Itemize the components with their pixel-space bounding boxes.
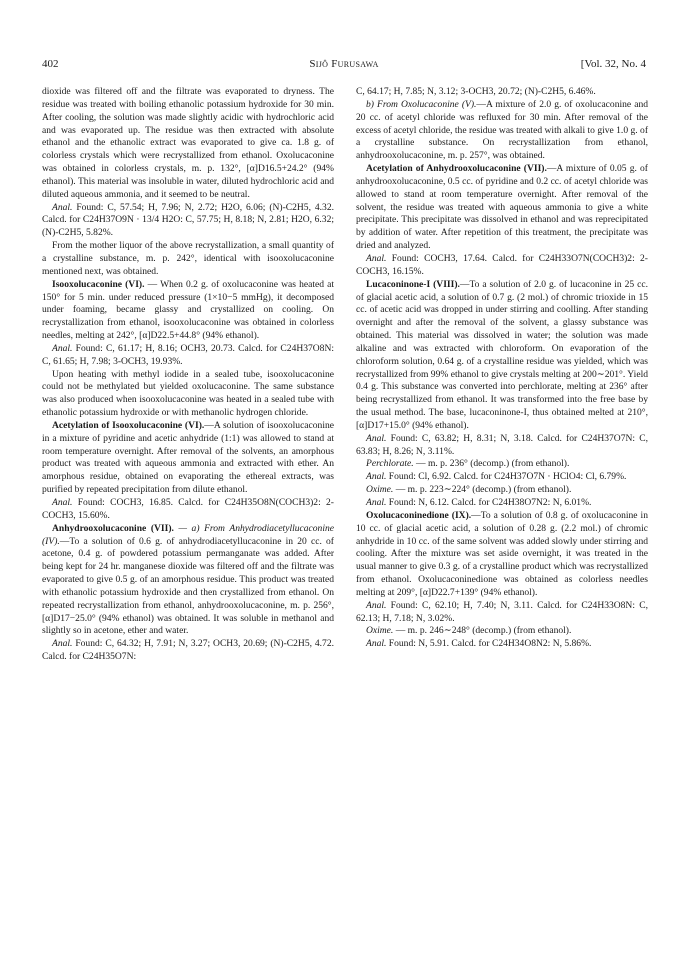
analysis-text: Found: C, 63.82; H, 8.31; N, 3.18. Calcd. for C24H37O7N: C, 63.83; H, 8.26; N, 3.11%.	[356, 432, 648, 457]
paragraph: C, 64.17; H, 7.85; N, 3.12; 3-OCH3, 20.72; (N)-C2H5, 6.46%.	[356, 86, 596, 97]
derivative-label: Perchlorate.	[366, 458, 414, 470]
left-column	[42, 86, 334, 664]
subsection-heading: b) From Oxolucaconine (V).	[366, 98, 477, 110]
derivative-paragraph	[356, 458, 648, 471]
anal-label: Anal.	[366, 252, 387, 264]
analysis-paragraph	[356, 471, 648, 484]
paragraph: dioxide was filtered off and the filtrate was evaporated to dryness. The residue was treated with boiling ethanolic potassium hydroxide for 30 min. After cooling, the solution was made slightly acidic with hydrochloric acid and was evaporated up. The residue was then extracted with absolute ethanol and the ethanolic extract was evaporated to give ca. 1.8 g. of colorless crystals which were recrystallized from ethanol. Oxolucaconine was obtained in colorless crystals, m. p. 132°, [α]D16.5+24.2° (94% ethanol). This material was insoluble in water, diluted hydrochloric acid and diluted aqueous ammonia, and it seemed to be neutral.	[42, 86, 334, 200]
section-text: —A mixture of 0.05 g. of anhydrooxolucaconine, 0.5 cc. of pyridine and 0.2 cc. of acetyl chloride was allowed to stand at room temperature overnight. After removal of the solvent, the residue was treated with aqueous ammonia to give a white precipitate. This precipitate was dissolved in ethanol and was reprecipitated by addition of water. After repetition of this treatment, the precipitate was dried and analyzed.	[356, 163, 648, 252]
anal-label: Anal.	[52, 497, 73, 508]
volume-info: [Vol. 32, No. 4	[580, 58, 646, 70]
analysis-paragraph	[42, 202, 334, 241]
anal-label: Anal.	[366, 432, 387, 444]
running-author: Sijô Furusawa	[309, 58, 379, 70]
page-number: 402	[42, 58, 59, 70]
analysis-paragraph	[42, 343, 334, 369]
derivative-text: — m. p. 246∼248° (decomp.) (from ethanol).	[393, 625, 572, 637]
analysis-paragraph	[356, 253, 648, 279]
section-paragraph	[356, 99, 648, 163]
analysis-text: Found: Cl, 6.92. Calcd. for C24H37O7N · HClO4: Cl, 6.79%.	[386, 471, 627, 483]
derivative-label: Oxime.	[366, 484, 394, 496]
section-text: —A solution of isooxolucaconine in a mixture of pyridine and acetic anhydride (1:1) was allowed to stand at room temperature overnight. After removal of the solvents, an amorphous product was treated with aqueous ammonia and extracted with ether. An amorphous residue, obtained on evaporating the ethereal extracts, was purified by repeated precipitation from dilute ethanol.	[42, 419, 334, 496]
anal-label: Anal.	[52, 201, 73, 213]
section-text: —A mixture of 2.0 g. of oxolucaconine and 20 cc. of acetyl chloride was refluxed for 30 min. After removal of the excess of acetyl chloride, the residue was treated with alkali to give 1.0 g. of a crystalline substance. On recrystallization from ethanol, anhydrooxolucaconine, m. p. 257°, was obtained.	[356, 98, 648, 162]
analysis-text: Found: COCH3, 17.64. Calcd. for C24H33O7N(COCH3)2: 2-COCH3, 16.15%.	[356, 252, 648, 277]
anal-label: Anal.	[366, 599, 387, 611]
section-heading: Acetylation of Anhydrooxolucaconine (VII).	[366, 163, 547, 175]
section-text: —To a solution of 2.0 g. of lucaconine in 25 cc. of glacial acetic acid, a solution of 0.7 g. (2 mol.) of chromic trioxide in 15 cc. of acetic acid was dropped in under stirring and coolling. After standing overnight and after the removal of the solvent, a glassy substance was obtained. This material was dissolved in water; the solution was made alkaline and was extracted with chloroform. On evaporation of the chloroform solution, 0.64 g. of a crystalline residue was yielded, which was recrystallized from 99% ethanol to give crystals melting at 200∼201°. Yield 0.4 g. This substance was converted into perchlorate, melting at 236° after being recrystallized from ethanol. It was transformed into the free base by the usual method. The base, lucaconinone-I, thus obtained melted at 210°, [α]D17+15.0° (94% ethanol).	[356, 278, 648, 431]
section-heading: Anhydrooxolucaconine (VII).	[52, 522, 174, 534]
analysis-text: Found: C, 57.54; H, 7.96; N, 2.72; H2O, 6.06; (N)-C2H5, 4.32. Calcd. for C24H37O9N · 13/4 H2O: C, 57.75; H, 8.18; N, 2.81; H2O, 6.32; (N)-C2H5, 5.82%.	[42, 201, 334, 239]
section-paragraph	[356, 279, 648, 433]
analysis-text: Found: C, 62.10; H, 7.40; N, 3.11. Calcd. for C24H33O8N: C, 62.13; H, 7.18; N, 3.02%.	[356, 599, 648, 624]
analysis-text: Found: N, 6.12. Calcd. for C24H38O7N2: N, 6.01%.	[386, 497, 592, 508]
analysis-paragraph	[356, 497, 648, 510]
anal-label: Anal.	[366, 497, 387, 508]
anal-label: Anal.	[52, 342, 73, 354]
section-paragraph	[42, 523, 334, 639]
derivative-text: — m. p. 236° (decomp.) (from ethanol).	[413, 458, 570, 470]
section-paragraph	[42, 420, 334, 497]
section-heading: Lucaconinone-I (VIII).	[366, 278, 460, 290]
section-heading: Oxolucaconinedione (IX).	[366, 509, 472, 521]
analysis-text: Found: C, 61.17; H, 8.16; OCH3, 20.73. Calcd. for C24H37O8N: C, 61.65; H, 7.98; 3-OCH3, 19.93%.	[42, 342, 334, 367]
anal-label: Anal.	[52, 638, 73, 650]
analysis-paragraph	[356, 433, 648, 459]
analysis-paragraph	[42, 638, 334, 664]
section-text: —To a solution of 0.8 g. of oxolucaconine in 10 cc. of glacial acetic acid, a solution of 0.28 g. (2.2 mol.) of chromic anhydride in 10 cc. of the same solvent was added slowly under stirring and cooling. After the mixture was set aside overnight, it was treated in the usual manner to give 0.3 g. of a crystalline product which was recrystallized from ethanol. Oxolucaconinedione was obtained as colorless needles melting at 209°, [α]D22.7+139° (94% ethanol).	[356, 509, 648, 598]
right-column	[356, 86, 648, 651]
analysis-text: Found: N, 5.91. Calcd. for C24H34O8N2: N, 5.86%.	[386, 638, 592, 650]
derivative-paragraph	[356, 625, 648, 638]
section-paragraph	[42, 279, 334, 343]
section-paragraph	[356, 163, 648, 253]
section-heading: Acetylation of Isooxolucaconine (VI).	[52, 419, 205, 431]
paragraph: From the mother liquor of the above recrystallization, a small quantity of a crystalline substance, m. p. 242°, identical with isooxolucaconine mentioned next, was obtained.	[42, 240, 334, 277]
derivative-label: Oxime.	[366, 625, 394, 637]
anal-label: Anal.	[366, 638, 387, 650]
analysis-paragraph	[356, 638, 648, 651]
paragraph: Upon heating with methyl iodide in a sealed tube, isooxolucaconine could not be methylated but yielded oxolucaconine. The same substance was also produced when isooxolucaconine was heated in a sealed tube with ethanolic potassium hydroxide or with methanolic hydrogen chloride.	[42, 368, 334, 419]
section-paragraph	[356, 510, 648, 600]
running-header	[42, 58, 646, 74]
section-text: —To a solution of 0.6 g. of anhydrodiacetyllucaconine in 20 cc. of acetone, 0.4 g. of powdered potassium permanganate was added. After being kept for 24 hr. manganese dioxide was filtered off and the filtrate was evaporated to give 0.5 g. of an amorphous residue. This product was treated with ethanolic potassium hydroxide and then crystallized from ethanol. On repeated recrystallization from ethanol, anhydrooxolucaconine, m. p. 256°, [α]D17−25.0° (94% ethanol) was obtained. It was soluble in methanol and slightly so in acetone, ether and water.	[42, 535, 334, 637]
derivative-paragraph	[356, 484, 648, 497]
analysis-paragraph	[356, 600, 648, 626]
subsection-heading: — a) From Anhydrodiacetyllucaconine (IV).	[42, 522, 334, 547]
section-heading: Isooxolucaconine (VI).	[52, 278, 145, 290]
analysis-paragraph	[42, 497, 334, 523]
analysis-text: Found: C, 64.32; H, 7.91; N, 3.27; OCH3, 20.69; (N)-C2H5, 4.72. Calcd. for C24H35O7N:	[42, 638, 334, 663]
analysis-text: Found: COCH3, 16.85. Calcd. for C24H35O8N(COCH3)2: 2-COCH3, 15.60%.	[42, 497, 334, 521]
section-text: — When 0.2 g. of oxolucaconine was heated at 150° for 5 min. under reduced pressure (1×10−5 mmHg), it decomposed under foaming, became glassy and crystallized on cooling. On recrystallization from ethanol, isooxolucaconine was obtained in colorless needles, melting at 242°, [α]D22.5+44.8° (94% ethanol).	[42, 278, 334, 342]
anal-label: Anal.	[366, 471, 387, 483]
derivative-text: — m. p. 223∼224° (decomp.) (from ethanol).	[393, 484, 572, 496]
